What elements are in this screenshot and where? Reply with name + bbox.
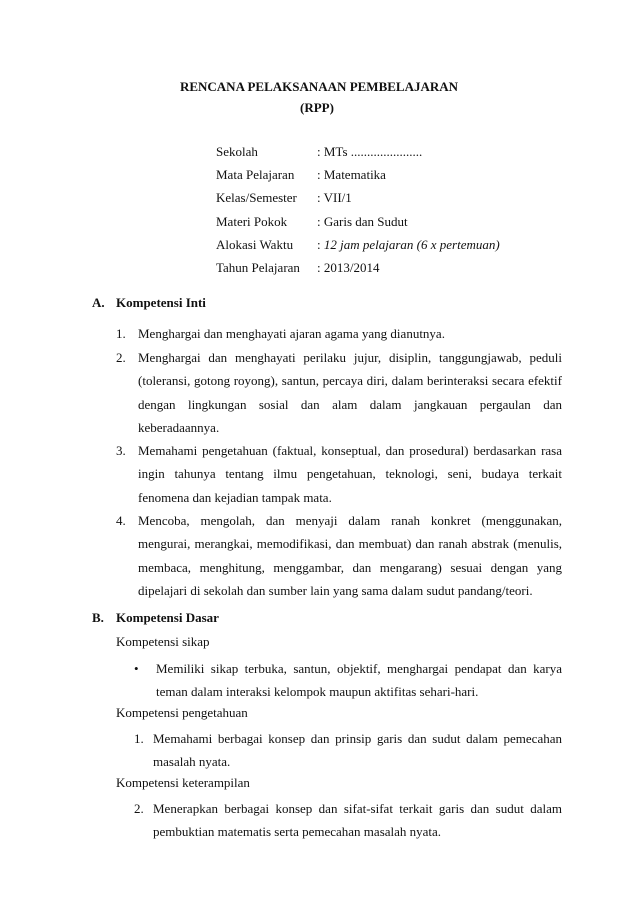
info-value: : Matematika: [317, 167, 386, 183]
info-row-mata-pelajaran: [216, 167, 500, 190]
kompetensi-sikap-label: Kompetensi sikap: [116, 634, 210, 649]
info-key: Kelas/Semester: [216, 190, 297, 206]
info-row-alokasi-waktu: [216, 237, 500, 260]
info-row-materi-pokok: [216, 214, 500, 237]
info-key: Mata Pelajaran: [216, 167, 295, 183]
item-number: 2.: [116, 350, 126, 365]
item-text: Mencoba, mengolah, dan menyaji dalam ranah konkret (menggunakan, mengurai, merangkai, memodifikasi, dan membuat) dan ranah abstrak (menulis, membaca, menghitung, menggambar, dan mengarang) sesuai dengan yang dipelajari di sekolah dan sumber lain yang sama dalam sudut pandang/teori.: [138, 513, 562, 598]
info-key: Tahun Pelajaran: [216, 259, 300, 275]
list-item: [116, 322, 562, 345]
info-value: : Garis dan Sudut: [317, 213, 408, 229]
list-item: [116, 509, 562, 602]
item-text: Memahami pengetahuan (faktual, konseptual, dan prosedural) berdasarkan rasa ingin tahunya tentang ilmu pengetahuan, teknologi, seni, budaya terkait fenomena dan kejadian tampak mata.: [138, 443, 562, 505]
list-item: [134, 797, 562, 844]
info-key: Materi Pokok: [216, 213, 288, 229]
info-value: [317, 237, 500, 260]
info-value: : VII/1: [317, 190, 352, 206]
bullet-item: [134, 657, 562, 704]
kompetensi-keterampilan-label: Kompetensi keterampilan: [116, 775, 250, 790]
bullet-icon: •: [134, 661, 139, 676]
item-text: Menerapkan berbagai konsep dan sifat-sifat terkait garis dan sudut dalam pembuktian matematis serta pemecahan masalah nyata.: [153, 801, 562, 840]
info-value: : MTs ......................: [317, 144, 423, 159]
info-value-prefix: :: [317, 236, 324, 252]
item-number: 1.: [116, 326, 126, 341]
section-letter: B.: [92, 610, 104, 625]
section-title: Kompetensi Dasar: [116, 610, 219, 625]
list-item: [116, 439, 562, 509]
info-row-sekolah: [216, 144, 500, 167]
section-b-heading: [92, 610, 219, 626]
item-text: Memahami berbagai konsep dan prinsip garis dan sudut dalam pemecahan masalah nyata.: [153, 731, 562, 770]
identity-table: [216, 144, 500, 283]
list-item: [116, 346, 562, 439]
list-item: [134, 727, 562, 774]
info-key: Sekolah: [216, 144, 258, 159]
info-value: : 2013/2014: [317, 259, 380, 275]
item-number: 2.: [134, 801, 144, 816]
info-key: Alokasi Waktu: [216, 236, 294, 252]
item-number: 4.: [116, 513, 126, 528]
item-text: Menghargai dan menghayati ajaran agama yang dianutnya.: [138, 326, 445, 341]
document-title: RENCANA PELAKSANAAN PEMBELAJARAN: [179, 79, 459, 94]
section-letter: A.: [92, 295, 105, 310]
kompetensi-pengetahuan-label: Kompetensi pengetahuan: [116, 705, 248, 720]
item-number: 1.: [134, 731, 144, 746]
section-title: Kompetensi Inti: [116, 295, 206, 310]
info-value-italic: 12 jam pelajaran (6 x pertemuan): [323, 236, 500, 252]
info-row-tahun-pelajaran: [216, 260, 500, 283]
item-text: Memiliki sikap terbuka, santun, objektif, menghargai pendapat dan karya teman dalam interaksi kelompok maupun aktifitas sehari-hari.: [156, 661, 562, 700]
document-subtitle: (RPP): [300, 100, 334, 115]
item-text: Menghargai dan menghayati perilaku jujur, disiplin, tanggungjawab, peduli (toleransi, gotong royong), santun, percaya diri, dalam berinteraksi secara efektif dengan lingkungan sosial dan alam dalam jangkauan pergaulan dan keberadaannya.: [138, 350, 562, 435]
item-number: 3.: [116, 443, 126, 458]
info-row-kelas-semester: [216, 190, 500, 213]
section-a-heading: [92, 295, 206, 311]
